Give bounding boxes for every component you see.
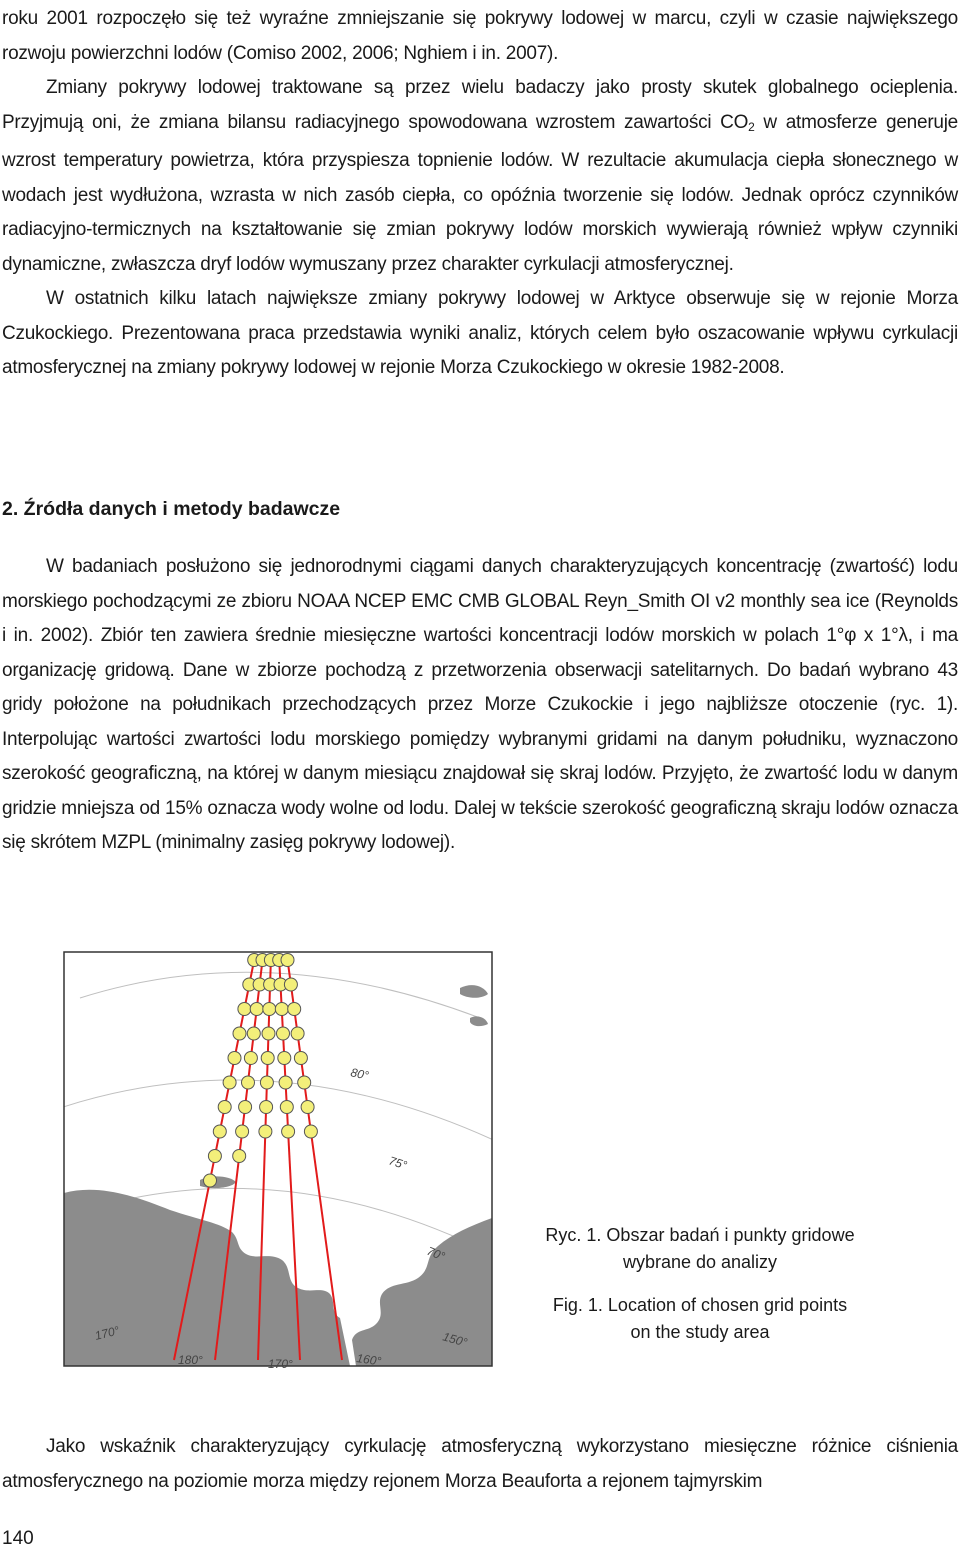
label-lon-170w: 170° <box>93 1323 121 1343</box>
grid-point <box>236 1125 249 1138</box>
caption-pl-line-1: Ryc. 1. Obszar badań i punkty gridowe <box>545 1225 855 1245</box>
grid-point <box>294 1052 307 1065</box>
label-lat-70: 70° <box>424 1243 447 1264</box>
grid-point <box>282 1125 295 1138</box>
grid-point <box>259 1125 272 1138</box>
grid-point <box>218 1101 231 1114</box>
section-heading: 2. Źródła danych i metody badawcze <box>2 498 341 520</box>
grid-point <box>275 1003 288 1016</box>
grid-point <box>204 1174 217 1187</box>
grid-point <box>260 1076 273 1089</box>
paragraph-5: Jako wskaźnik charakteryzujący cyrkulację atmosferyczną wykorzystano miesięczne różnice ciśnienia atmosferycznego na poziomie morza między rejonem Morza Beauforta a rejonem tajmyrskim <box>2 1436 958 1492</box>
grid-point <box>223 1076 236 1089</box>
map-svg <box>60 948 496 1370</box>
paragraph-3: W ostatnich kilku latach największe zmiany pokrywy lodowej w Arktyce obserwuje się w rejonie Morza Czukockiego. Prezentowana praca przedstawia wyniki analiz, których celem było oszacowanie wpływu cyrkulacji atmosferycznej na zmiany pokrywy lodowej w rejonie Morza Czukockiego w okresie 1982-2008. <box>2 288 958 378</box>
caption-en-line-1: Fig. 1. Location of chosen grid points <box>552 1295 848 1315</box>
page-number: 140 <box>2 1528 34 1549</box>
label-lat-80: 80° <box>349 1065 371 1083</box>
body-text-bottom <box>2 1430 958 1499</box>
grid-point <box>261 1052 274 1065</box>
grid-point <box>233 1150 246 1163</box>
grid-point <box>301 1101 314 1114</box>
paragraph-4: W badaniach posłużono się jednorodnymi ciągami danych charakteryzujących koncentrację (zwartość) lodu morskiego pochodzącymi ze zbioru NOAA NCEP EMC CMB GLOBAL Reyn_Smith OI v2 monthly sea ice (Reynolds i in. 2002). Zbiór ten zawiera średnie miesięczne wartości koncentracji lodów morskich w polach 1°φ x 1°λ, i ma organizację gridową. Dane w zbiorze pochodzą z przetworzenia obserwacji satelitarnych. Do badań wybrano 43 gridy położone na południkach przechodzących przez Morze Czukockie i jego najbliższe otoczenie (ryc. 1). Interpolując wartości zwartości lodu morskiego pomiędzy wybranymi gridami na danym południku, wyznaczono szerokość geograficzną, na której w danym miesiącu znajdował się skraj lodów. Przyjęto, że zwartość lodu w danym gridzie mniejsza od 15% oznacza wody wolne od lodu. Dalej w tekście szerokość geograficzną skraju lodów oznacza się skrótem MZPL (minimalny zasięg pokrywy lodowej). <box>2 556 958 853</box>
grid-point <box>233 1027 246 1040</box>
co2-subscript: 2 <box>748 119 755 134</box>
grid-point <box>208 1150 221 1163</box>
grid-point <box>281 954 294 967</box>
grid-point <box>279 1076 292 1089</box>
paragraph-2-part-a: Zmiany pokrywy lodowej traktowane są przez wielu badaczy jako prosty skutek globalnego ocieplenia. Przyjmują oni, że zmiana bilansu radiacyjnego spowodowana wzrostem zawartości CO <box>2 77 958 133</box>
paragraph-2 <box>2 71 958 282</box>
grid-point <box>278 1052 291 1065</box>
figure-caption <box>520 1222 880 1346</box>
label-lat-75: 75° <box>387 1153 409 1173</box>
grid-point <box>260 1101 273 1114</box>
grid-point <box>247 1027 260 1040</box>
body-text-methods <box>2 550 958 861</box>
grid-point <box>213 1125 226 1138</box>
label-lon-160: 160° <box>355 1351 383 1369</box>
paragraph-1: roku 2001 rozpoczęło się też wyraźne zmniejszanie się pokrywy lodowej w marcu, czyli w czasie największego rozwoju powierzchni lodów (Comiso 2002, 2006; Nghiem i in. 2007). <box>2 8 958 64</box>
grid-point <box>263 1003 276 1016</box>
grid-point <box>242 1076 255 1089</box>
grid-point <box>304 1125 317 1138</box>
grid-point <box>228 1052 241 1065</box>
study-area-map <box>60 948 496 1370</box>
label-lon-170e: 170° <box>268 1357 293 1370</box>
label-lon-150: 150° <box>441 1329 469 1350</box>
grid-point <box>239 1101 252 1114</box>
caption-en-line-2: on the study area <box>630 1322 770 1342</box>
grid-point <box>238 1003 251 1016</box>
paragraph-2-part-b: w atmosferze generuje wzrost temperatury powietrza, która przyspiesza topnienie lodów. W rezultacie akumulacja ciepła słonecznego w wodach jest wydłużona, wzrasta w nich zasób ciepła, co opóźnia tworzenie się lodów. Jednak oprócz czynników radiacyjno-termicznych na kształtowanie się zmian pokrywy lodów morskich wywierają również wpływ czynniki dynamiczne, zwłaszcza dryf lodów wymuszany przez charakter cyrkulacji atmosferycznej. <box>2 111 958 275</box>
grid-point <box>277 1027 290 1040</box>
grid-point <box>250 1003 263 1016</box>
grid-point <box>284 978 297 991</box>
grid-point <box>244 1052 257 1065</box>
caption-pl-line-2: wybrane do analizy <box>622 1252 778 1272</box>
grid-point <box>291 1027 304 1040</box>
label-lon-180: 180° <box>178 1353 203 1367</box>
grid-point <box>280 1101 293 1114</box>
grid-point <box>288 1003 301 1016</box>
grid-point <box>298 1076 311 1089</box>
grid-point <box>262 1027 275 1040</box>
body-text-top <box>2 2 958 386</box>
